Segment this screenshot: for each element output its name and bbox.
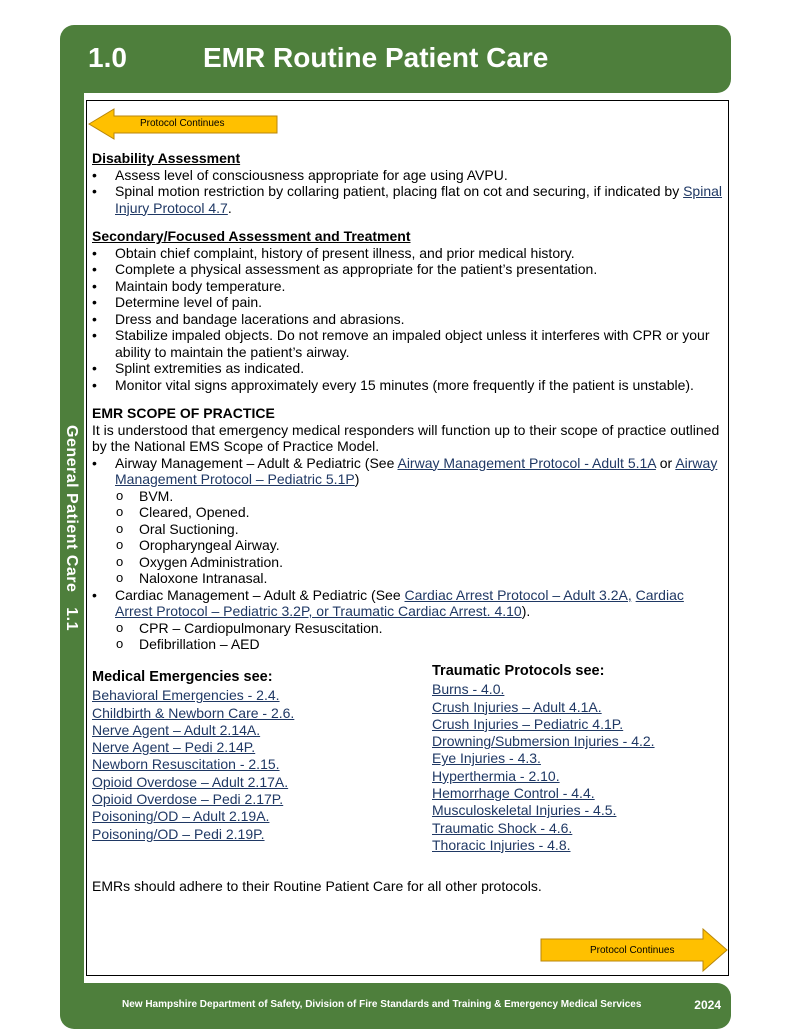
- cardiac-sublist: [92, 620, 722, 653]
- sub-item: o Oral Suctioning.: [92, 521, 722, 538]
- list-item: • Obtain chief complaint, history of present illness, and prior medical history.: [92, 245, 722, 262]
- page-title: EMR Routine Patient Care: [203, 42, 549, 73]
- cardiac-adult-link[interactable]: Cardiac Arrest Protocol – Adult 3.2A,: [404, 586, 632, 603]
- scope-heading: EMR SCOPE OF PRACTICE: [92, 405, 275, 421]
- cardiac-list: [92, 587, 722, 620]
- footer-organization: New Hampshire Department of Safety, Division of Fire Standards and Training & Emergency Medical Services: [122, 999, 642, 1010]
- medical-emergencies-column: [92, 666, 412, 843]
- list-item: • Monitor vital signs approximately every 15 minutes (more frequently if the patient is unstable).: [92, 377, 722, 394]
- medical-link[interactable]: Nerve Agent – Adult 2.14A.: [92, 721, 261, 738]
- medical-link[interactable]: Nerve Agent – Pedi 2.14P.: [92, 739, 256, 756]
- list-item: • Complete a physical assessment as appropriate for the patient’s presentation.: [92, 261, 722, 278]
- list-item: • Assess level of consciousness appropriate for age using AVPU.: [92, 167, 722, 184]
- sub-item: o Oxygen Administration.: [92, 554, 722, 571]
- medical-link[interactable]: Childbirth & Newborn Care - 2.6.: [92, 704, 295, 721]
- traumatic-link[interactable]: Crush Injuries – Adult 4.1A.: [432, 698, 602, 715]
- protocol-continues-top-label: Protocol Continues: [140, 118, 225, 129]
- traumatic-link[interactable]: Burns - 4.0.: [432, 681, 505, 698]
- sub-item: o BVM.: [92, 488, 722, 505]
- list-item: • Determine level of pain.: [92, 294, 722, 311]
- sub-item: o Oropharyngeal Airway.: [92, 537, 722, 554]
- traumatic-link[interactable]: Musculoskeletal Injuries - 4.5.: [432, 802, 617, 819]
- sub-item: o CPR – Cardiopulmonary Resuscitation.: [92, 620, 722, 637]
- traumatic-link[interactable]: Drowning/Submersion Injuries - 4.2.: [432, 733, 655, 750]
- secondary-list: [92, 245, 722, 394]
- page-footer: [60, 983, 731, 1029]
- sidebar-section-name: General Patient Care: [63, 425, 80, 593]
- list-item: • Cardiac Management – Adult & Pediatric (See Cardiac Arrest Protocol – Adult 3.2A, Cardiac Arrest Protocol – Pediatric 3.2P, or Traumatic Cardiac Arrest. 4.10).: [92, 587, 722, 620]
- secondary-heading: Secondary/Focused Assessment and Treatment: [92, 228, 411, 244]
- list-item: • Spinal motion restriction by collaring patient, placing flat on cot and securing, if indicated by Spinal Injury Protocol 4.7.: [92, 183, 722, 216]
- airway-sublist: [92, 488, 722, 587]
- list-item: • Stabilize impaled objects. Do not remove an impaled object unless it interferes with CPR or your ability to maintain the patient’s airway.: [92, 327, 722, 360]
- disability-list: [92, 167, 722, 217]
- airway-adult-link[interactable]: Airway Management Protocol - Adult 5.1A: [397, 454, 656, 471]
- spinal-injury-link[interactable]: Spinal Injury Protocol 4.7: [115, 183, 723, 216]
- traumatic-link[interactable]: Traumatic Shock - 4.6.: [432, 819, 573, 836]
- list-item: • Airway Management – Adult & Pediatric (See Airway Management Protocol - Adult 5.1A or Airway Management Protocol – Pediatric 5.1P): [92, 455, 722, 488]
- medical-link[interactable]: Behavioral Emergencies - 2.4.: [92, 687, 280, 704]
- traumatic-protocols-column: [432, 663, 722, 854]
- closing-statement: EMRs should adhere to their Routine Patient Care for all other protocols.: [92, 878, 542, 894]
- medical-heading: Medical Emergencies see:: [92, 669, 273, 685]
- list-item: • Maintain body temperature.: [92, 278, 722, 295]
- scope-list: [92, 455, 722, 488]
- protocol-number: 1.0: [88, 42, 127, 73]
- traumatic-link[interactable]: Eye Injuries - 4.3.: [432, 750, 541, 767]
- list-item: • Splint extremities as indicated.: [92, 360, 722, 377]
- airway-pediatric-link[interactable]: Airway Management Protocol – Pediatric 5.1P: [115, 454, 718, 487]
- cardiac-pediatric-link[interactable]: Cardiac Arrest Protocol – Pediatric 3.2P, or Traumatic Cardiac Arrest. 4.10: [115, 586, 684, 619]
- sidebar-section-number: 1.1: [63, 607, 80, 631]
- page-header: [60, 25, 731, 93]
- medical-link[interactable]: Newborn Resuscitation - 2.15.: [92, 756, 280, 773]
- footer-year: 2024: [694, 998, 721, 1012]
- sub-item: o Defibrillation – AED: [92, 636, 722, 653]
- medical-link[interactable]: Opioid Overdose – Adult 2.17A.: [92, 773, 289, 790]
- sub-item: o Naloxone Intranasal.: [92, 570, 722, 587]
- medical-link[interactable]: Opioid Overdose – Pedi 2.17P.: [92, 791, 284, 808]
- sidebar-label: [62, 425, 82, 655]
- scope-intro: It is understood that emergency medical responders will function up to their scope of practice outlined by the National EMS Scope of Practice Model.: [92, 421, 720, 454]
- traumatic-link[interactable]: Hemorrhage Control - 4.4.: [432, 785, 595, 802]
- medical-link[interactable]: Poisoning/OD – Adult 2.19A.: [92, 808, 270, 825]
- sub-item: o Cleared, Opened.: [92, 504, 722, 521]
- disability-heading: Disability Assessment: [92, 150, 241, 166]
- medical-link[interactable]: Poisoning/OD – Pedi 2.19P.: [92, 825, 265, 842]
- traumatic-link[interactable]: Thoracic Injuries - 4.8.: [432, 836, 571, 853]
- traumatic-link[interactable]: Crush Injuries – Pediatric 4.1P.: [432, 715, 624, 732]
- traumatic-link[interactable]: Hyperthermia - 2.10.: [432, 767, 560, 784]
- list-item: • Dress and bandage lacerations and abrasions.: [92, 311, 722, 328]
- protocol-continues-bottom-label: Protocol Continues: [590, 945, 675, 956]
- main-text: [92, 150, 722, 653]
- traumatic-heading: Traumatic Protocols see:: [432, 663, 605, 679]
